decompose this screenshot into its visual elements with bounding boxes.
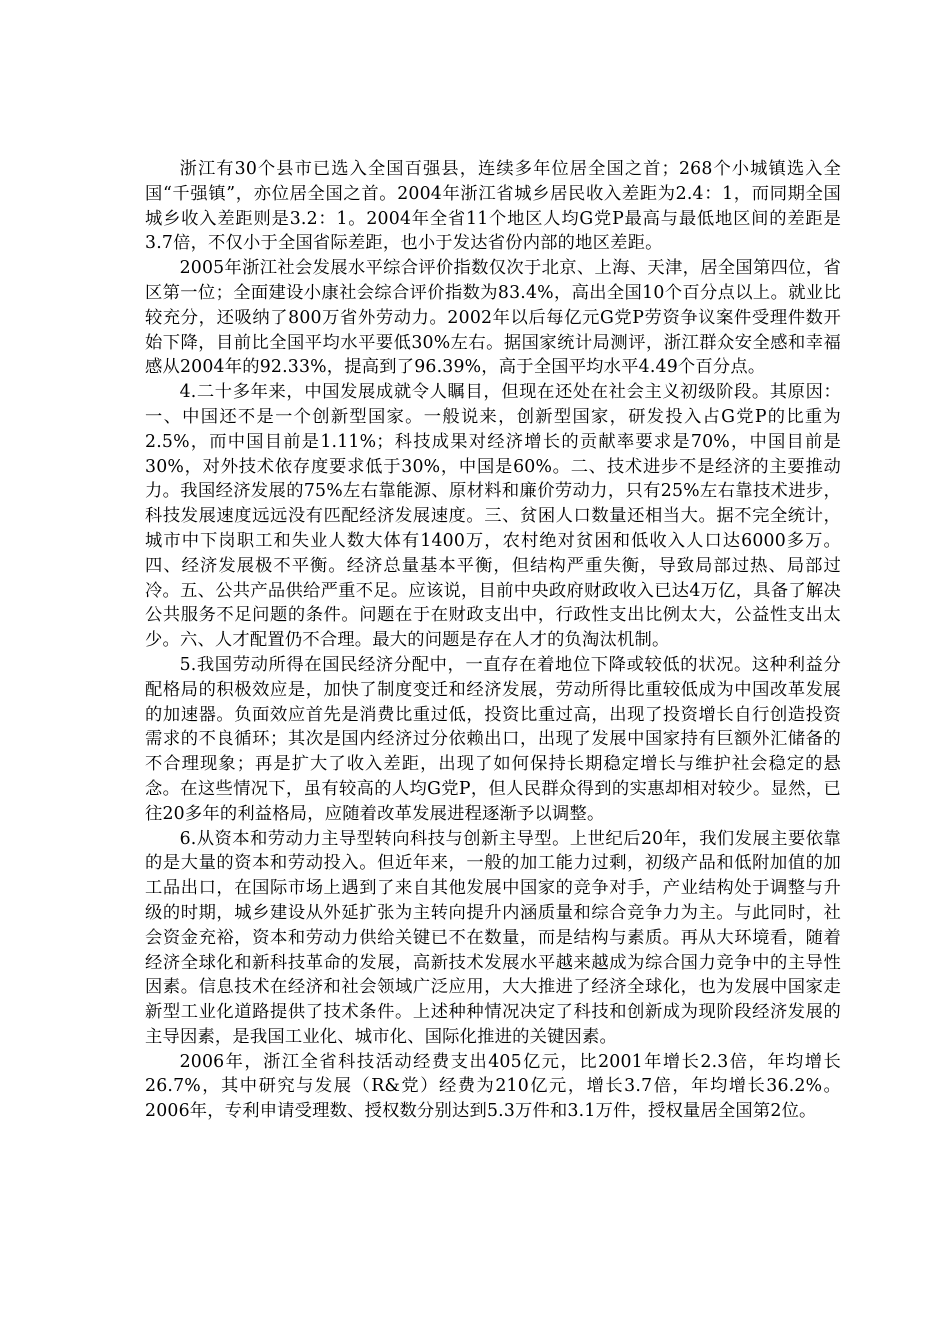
paragraph-point-4-primary-stage: 4.二十多年来，中国发展成就令人瞩目，但现在还处在社会主义初级阶段。其原因：一、中国还不是一个创新型国家。一般说来，创新型国家，研发投入占G党P的比重为2.5%，而中国目前是1.11%；科技成果对经济增长的贡献率要求是70%，中国目前是30%，对外技术依存度要求低于30%，中国是60%。二、技术进步不是经济的主要推动力。我国经济发展的75%左右靠能源、原材料和廉价劳动力，只有25%左右靠技术进步，科技发展速度远远没有匹配经济发展速度。三、贫困人口数量还相当大。据不完全统计，城市中下岗职工和失业人数大体有1400万，农村绝对贫困和低收入人口达6000多万。四、经济发展极不平衡。经济总量基本平衡，但结构严重失衡，导致局部过热、局部过冷。五、公共产品供给严重不足。应该说，目前中央政府财政收入已达4万亿，具备了解决公共服务不足问题的条件。问题在于在财政支出中，行政性支出比例太大，公益性支出太少。六、人才配置仍不合理。最大的问题是存在人才的负淘汰机制。 <box>145 382 841 651</box>
paragraph-zhejiang-counties: 浙江有30个县市已选入全国百强县，连续多年位居全国之首；268个小城镇选入全国“千强镇”，亦位居全国之首。2004年浙江省城乡居民收入差距为2.4：1，而同期全国城乡收入差距则是3.2：1。2004年全省11个地区人均G党P最高与最低地区间的差距是3.7倍，不仅小于全国省际差距，也小于发达省份内部的地区差距。 <box>145 159 841 254</box>
document-body <box>145 157 841 1124</box>
paragraph-point-5-labor-income: 5.我国劳动所得在国民经济分配中，一直存在着地位下降或较低的状况。这种利益分配格局的积极效应是，加快了制度变迁和经济发展，劳动所得比重较低成为中国改革发展的加速器。负面效应首先是消费比重过低，投资比重过高，出现了投资增长自行创造投资需求的不良循环；其次是国内经济过分依赖出口，出现了发展中国家持有巨额外汇储备的不合理现象；再是扩大了收入差距，出现了如何保持长期稳定增长与维护社会稳定的悬念。在这些情况下，虽有较高的人均G党P，但人民群众得到的实惠却相对较少。显然，已往20多年的利益格局，应随着改革发展进程逐渐予以调整。 <box>145 654 841 824</box>
paragraph-social-development-index: 2005年浙江社会发展水平综合评价指数仅次于北京、上海、天津，居全国第四位，省区第一位；全面建设小康社会综合评价指数为83.4%，高出全国10个百分点以上。就业比较充分，还吸纳了800万省外劳动力。2002年以后每亿元G党P劳资争议案件受理件数开始下降，目前比全国平均水平要低30%左右。据国家统计局测评，浙江群众安全感和幸福感从2004年的92.33%，提高到了96.39%，高于全国平均水平4.49个百分点。 <box>145 258 841 378</box>
paragraph-2006-science-funding: 2006年，浙江全省科技活动经费支出405亿元，比2001年增长2.3倍，年均增长26.7%，其中研究与发展（R&党）经费为210亿元，增长3.7倍，年均增长36.2%。2006年，专利申请受理数、授权数分别达到5.3万件和3.1万件，授权量居全国第2位。 <box>145 1051 841 1122</box>
paragraph-point-6-innovation: 6.从资本和劳动力主导型转向科技与创新主导型。上世纪后20年，我们发展主要依靠的是大量的资本和劳动投入。但近年来，一般的加工能力过剩，初级产品和低附加值的加工品出口，在国际市场上遇到了来自其他发展中国家的竞争对手，产业结构处于调整与升级的时期，城乡建设从外延扩张为主转向提升内涵质量和综合竞争力为主。与此同时，社会资金充裕，资本和劳动力供给关键已不在数量，而是结构与素质。再从大环境看，随着经济全球化和新科技革命的发展，高新技术发展水平越来越成为综合国力竞争中的主导性因素。信息技术在经济和社会领域广泛应用，大大推进了经济全球化，也为发展中国家走新型工业化道路提供了技术条件。上述种种情况决定了科技和创新成为现阶段经济发展的主导因素，是我国工业化、城市化、国际化推进的关键因素。 <box>145 828 841 1047</box>
